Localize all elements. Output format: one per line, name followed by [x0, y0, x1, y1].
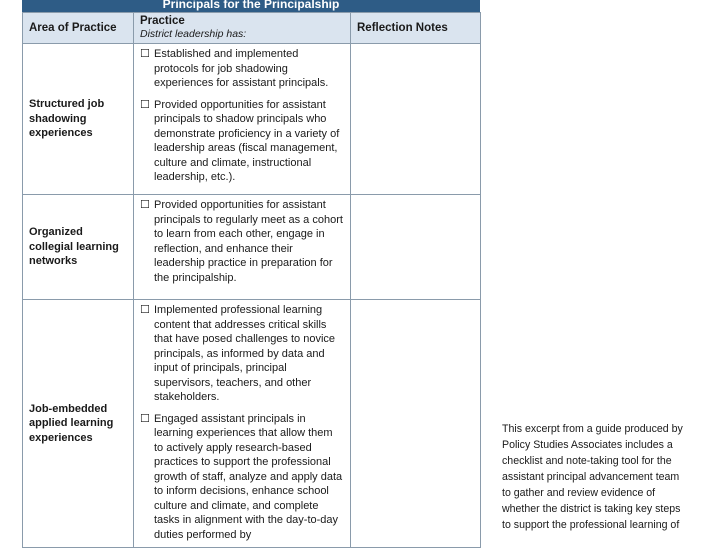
- table-row: [23, 195, 481, 300]
- checklist-item: [140, 98, 344, 185]
- checklist-item: [140, 303, 344, 405]
- header-practice-label: Practice: [140, 15, 185, 27]
- checklist-item-text: Provided opportunities for assistant principals to shadow principals who demonstrate proficiency in a variety of leadership areas (fiscal management, culture and climate, instructional leadership, etc.).: [154, 98, 340, 183]
- area-of-practice: Structured job shadowing experiences: [23, 44, 134, 195]
- banner-title: Principals for the Principalship: [22, 0, 480, 12]
- table-row: [23, 44, 481, 195]
- header-reflection-notes: Reflection Notes: [351, 13, 481, 44]
- practice-cell: [134, 44, 351, 195]
- practice-cell: [134, 300, 351, 548]
- checklist-item-text: Established and implemented protocols for job shadowing experiences for assistant principals.: [154, 48, 329, 89]
- checklist-item: [140, 47, 344, 91]
- reflection-notes-cell[interactable]: [351, 195, 481, 300]
- checkbox-icon[interactable]: ☐: [140, 199, 150, 211]
- header-row: [23, 13, 481, 44]
- header-practice: [134, 13, 351, 44]
- checkbox-icon[interactable]: ☐: [140, 412, 150, 425]
- reflection-notes-cell[interactable]: [351, 300, 481, 548]
- area-of-practice: Organized collegial learning networks: [23, 195, 134, 300]
- checklist-sheet: [22, 0, 480, 541]
- checkbox-icon[interactable]: ☐: [140, 304, 150, 316]
- reflection-notes-cell[interactable]: [351, 44, 481, 195]
- checklist-item-text: Implemented professional learning content that addresses critical skills that have posed challenges to novice principals, as informed by data and input of principals, principal supervisors, teachers, and other stakeholders.: [154, 304, 336, 403]
- table-row: [23, 300, 481, 548]
- practice-cell: [134, 195, 351, 300]
- header-practice-sublabel: District leadership has:: [140, 28, 247, 40]
- practice-checklist-table: [22, 12, 481, 548]
- checkbox-icon[interactable]: ☐: [140, 48, 150, 60]
- checklist-item-text: Engaged assistant principals in learning experiences that allow them to actively apply research-based practices to support the professional growth of staff, analyze and apply data to inform decisions, enhance school culture and climate, and complete tasks in alignment with the day-to-day duties performed by: [154, 412, 343, 541]
- checkbox-icon[interactable]: ☐: [140, 98, 150, 111]
- caption-text: This excerpt from a guide produced by Policy Studies Associates includes a checklist and note-taking tool for the assistant principal advancement team to gather and review evidence of whether the district is taking key steps to support the professional learning of: [502, 423, 683, 531]
- area-of-practice: Job-embedded applied learning experiences: [23, 300, 134, 548]
- checklist-item: [140, 198, 344, 285]
- header-area: Area of Practice: [23, 13, 134, 44]
- checklist-item: [140, 412, 344, 543]
- checklist-item-text: Provided opportunities for assistant principals to regularly meet as a cohort to learn from each other, engage in reflection, and enhance their leadership practice in preparation for the principalship.: [154, 199, 343, 284]
